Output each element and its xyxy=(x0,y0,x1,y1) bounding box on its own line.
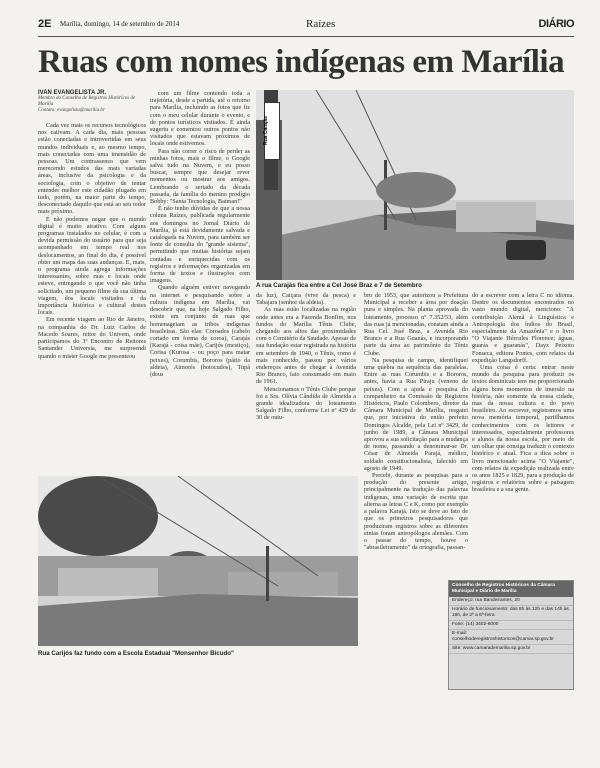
paragraph: do a escrever com a letra C no idioma. Dentre os documentos encontrados no vasto mundo digital, menciono: "A contribuição Alemã à Linguística e Antropologia dos índios do Brasil, especialmente da Amazônia" e o livro "O Viajante Hércules Florence; águas, guarás e guaranás", Dayz Peixoto Fonseca, editora Pontes, com relatos da expedição Langsdorff. xyxy=(472,292,574,364)
paragraph: As ruas estão localizadas na região onde antes era a Fazenda Bonfim, nos fundos do Marília Tênis Clube, chegando aos altos das proximidades com o Cemitério da Saudade. Apesar de sua fundação estar registrada na história em setembro de 1940, o Tênis, como é mais conhecido, passou por vários endereços antes de chegar à Avenida Rio Branco, fato consumado em maio de 1961. xyxy=(256,306,356,386)
article-column-1 xyxy=(38,122,146,474)
photo-rua-carajas xyxy=(256,90,574,280)
paragraph: bro de 1953, que autorizou a Prefeitura Municipal a receber a área por doação pura e simples. Na planta aprovada do loteamento, processo nº 7.352/53, além das ruas já mencionadas, constam ainda a Rua Cel. José Braz, a Avenida Rio Branco e a Rua Guanás, e incorporando parte da área ao patrimônio do Tênis Clube. xyxy=(364,292,468,357)
paragraph: Quando alguém estiver navegando na internet e pesquisando sobre a cultura indígena em Marília, vai descobrir que, na hoje Salgado Filho, existe um conjunto de ruas que homenageiam as tribos indígenas brasileiras. São elas: Coroados (cabelo cortado em forma de coroa), Carajás (Karajá - coisa mãe), Carijós (mestiço), Corisa (Kurosa - ou poço para matar peixes), Corumbis, Bororos (pátio da aldeia), Aimorés (botocudos), Tupã (deus xyxy=(150,284,250,378)
paragraph: Mencionamos o Tênis Clube porque foi a Sra. Olívia Cândida de Almeida a grande idealizadora do loteamento Salgado Filho, conforme Lei nº 429 de 30 de outu- xyxy=(256,385,356,422)
street-sign-text: Rua Carajás xyxy=(263,116,269,145)
info-box-title: Conselho de Registros Históricos da Câmara Municipal e Diário de Marília xyxy=(449,581,573,597)
info-email: E-mail: conselhoderegistroshistoricos@camar.sp.gov.br xyxy=(449,630,573,645)
article-column-2 xyxy=(150,90,250,476)
paragraph: Percebi, durante as pesquisas para a produção do presente artigo, principalmente na tradução das palavras indígenas, uma variação de escrita que alterna as letras C e K, como por exemplo a palavra Karajá. Isto se deve ao fato de que os primeiros pesquisadores que produziram registros sobre as diferentes etnias foram antropólogos alemães. Com o passar do tempo, houve o "abrasileiramento" da ortografia, passan- xyxy=(364,472,468,552)
article-column-3 xyxy=(256,292,356,472)
paragraph: com um filme contendo toda a trajetória, desde a partida, até o retorno para Marília, incluindo as fotos que fiz com o meu celular durante o evento, e de pontos turísticos visitados. É ainda sugeriu e comentou outros pontos não visitados que estavam próximos de locais onde estivemos. xyxy=(150,90,250,148)
info-phone: Fone: (14) 3402-6000 xyxy=(449,621,573,630)
article-headline: Ruas com nomes indígenas em Marília xyxy=(38,44,565,80)
photo2-caption: Rua Carijós faz fundo com a Escola Estadual "Monsenhor Bicudo" xyxy=(38,650,234,657)
council-info-box xyxy=(448,580,574,690)
paragraph: Cada vez mais os recursos tecnológicos nos cativam. A cada dia, mais pessoas estão conectadas e introvertidas em seus mundos individuais e, ao mesmo tempo, mais conectadas com uma imensidão de pessoas. Um contrassenso que vem merecendo estudos das mais variadas áreas, inclusive da psicologia e da sociologia, com o objetivo de tentar entender melhor este cidadão plugado em tudo, porém, na maior parte do tempo, desconectado daquilo que está ao seu redor mais próximo. xyxy=(38,122,146,216)
author-name: IVAN EVANGELISTA JR. xyxy=(38,90,107,96)
paragraph: Uma coisa é certa: entrar neste mundo da pesquisa para produzir os textos dominicais tem me proporcionado alguns bons momentos de imersão na história, não somente da nossa cidade, mas da nossa cultura e do povo brasileiro. Ao escrever, registramos uma nova memória temporal, partilhamos conhecimentos com os leitores e interessados, especialmente professores e alunos da nossa escola, por meio de um olhar que consiga traduzir o contexto histórico e atual. Fica a dica sobre o livro mencionado acima "O Viajante", com relatos da expedição realizada entre os anos 1825 e 1829, para a produção de registros e relatórios sobre a paisagem brasileira e a sua gente. xyxy=(472,364,574,494)
newspaper-logo: DIÁRIO xyxy=(538,18,574,30)
info-address: Endereço: rua Bandeirantes, 20 xyxy=(449,597,573,606)
page-header xyxy=(38,18,574,37)
byline xyxy=(38,90,148,114)
page-number: 2E xyxy=(38,18,52,30)
info-site: Site: www.camarademarilia.sp.gov.br xyxy=(449,645,573,654)
info-hours: Horário de funcionamento: das 8h às 12h e das 14h às 18h, de 2ª a 6ª-feira xyxy=(449,606,573,621)
section-title: Raízes xyxy=(306,18,336,30)
paragraph: É não tenho dúvidas de que a nossa coluna Raízes, publicada regularmente aos domingos no Jornal Diário de Marília, já está devidamente salvada e catalogada na Nuvem, para também ser fonte de consulta do "grande sistema", permitindo que muitas histórias sejam contadas e enriquecidas com os registros e informações organizadas em forma de textos e ilustrações com imagens. xyxy=(150,205,250,285)
article-column-5 xyxy=(472,292,574,576)
street-sign xyxy=(264,102,280,160)
paragraph: É não podemos negar que o mundo digital é muito atrativo. Com alguns programas instalados no celular, é com a devida permissão do usuário para que seja acompanhado em tempo real nos deslocamentos, ao final do dia, é possível obter um mapa das suas andanças. E, mais, o programa ainda agrega informações interessantes, sobre ruas e locais onde esteve, entregando o que você não tinha solicitado, um pequeno filme da sua última viagem, dos locais visitados e da importância histórica e cultural destes locais. xyxy=(38,215,146,317)
street-photo-illustration xyxy=(38,476,358,646)
paragraph: Para não correr o risco de perder as minhas fotos, mais o filme, o Google salva tudo na Nuvem, e eu posso buscar, sempre que desejar rever momentos ou mostrar aos amigos. Lembrando o seriado da década passada, da família do menino prodígio Bobby: "Santa Tecnologia, Batman!" xyxy=(150,147,250,206)
paragraph: Em recente viagem ao Rio de Janeiro, na companhia do Dr. Luiz Carlos de Macedo Soares, reitor do Univem, onde participamos do 3º Encontro de Reitores Santander Universia, me surpreendi quando o mister Google me presenteou xyxy=(38,316,146,360)
street-photo-illustration xyxy=(256,90,574,280)
paragraph: da luz), Caiçara (vive da pesca) e Tabajara (senhor da aldeia). xyxy=(256,292,356,307)
paragraph: Na pesquisa de campo, identifiquei uma quebra na sequência das paralelas. Entre as ruas Corumbis e a Bororos, antes, havia a Rua Piraju (veneno de peixes). Com a ajuda e pesquisa do companheiro na Comissão de Registros Históricos, Paulo Colombero, diretor da Câmara Municipal de Marília, resgatei que, por iniciativa do então prefeito Domingos Alcalde, pela Lei nº 3429, de junho de 1989, a Câmara Municipal aprovou a sua solicitação para a mudança de nome, passando a denominar-se Dr. César de Almeida Parajá, médico, soldado constitucionalista, falecido em agosto de 1949. xyxy=(364,356,468,472)
date-line: Marília, domingo, 14 de setembro de 2014 xyxy=(60,20,180,28)
photo1-caption: A rua Carajás fica entre a Cel José Braz e 7 de Setembro xyxy=(256,282,422,289)
author-contact: Contato: evangelista@marilia.br xyxy=(38,108,105,113)
photo-rua-carijos xyxy=(38,476,358,646)
author-role: Membro do Conselho de Registros Históricos de Marília xyxy=(38,96,136,107)
